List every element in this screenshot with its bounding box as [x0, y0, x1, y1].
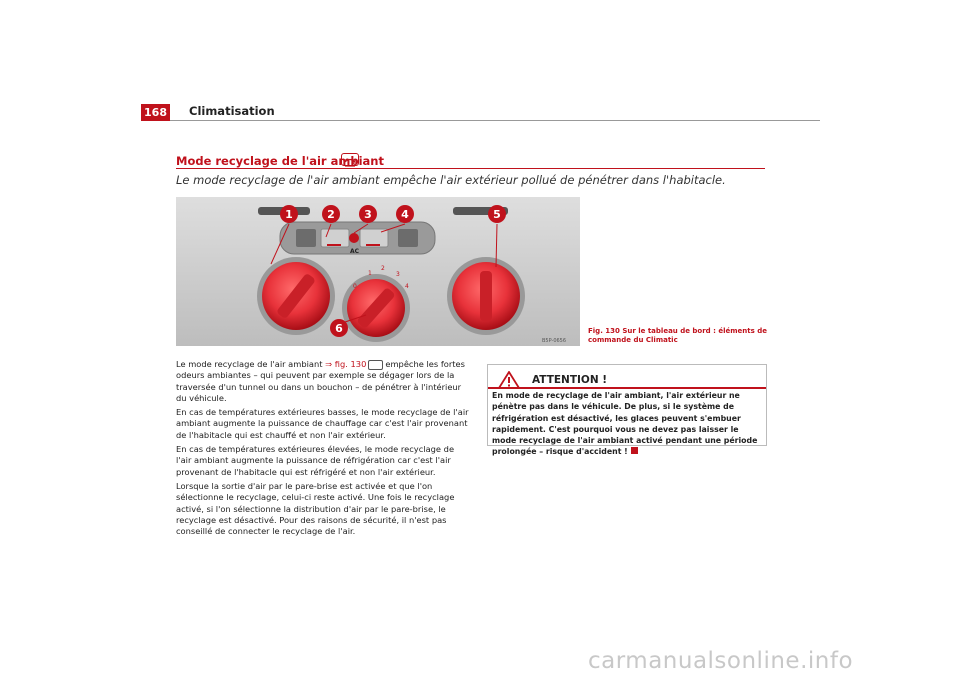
warning-text: [492, 390, 762, 458]
ac-label: AC: [350, 248, 360, 255]
fan-mark-2: 2: [381, 265, 385, 272]
warning-title: ATTENTION !: [532, 374, 608, 386]
callout-3: 3: [364, 208, 372, 221]
recirculation-icon: [341, 153, 359, 166]
fan-mark-4: 4: [405, 283, 409, 290]
paragraph-1: [176, 359, 470, 404]
body-text: [176, 359, 470, 540]
warning-body: En mode de recyclage de l'air ambiant, l'air extérieur ne pénètre pas dans le véhicule. De plus, si le système de réfrigération est désactivé, les glaces peuvent s'embuer rapidement. C'est pourquoi vous ne devez pas laisser le mode recyclage de l'air ambiant activé pendant une période prolongée – risque d'accident !: [492, 391, 758, 457]
fan-mark-1: 1: [368, 270, 372, 277]
p1-rest: empêche les fortes odeurs ambiantes – qui peuvent par exemple se dégager lors de la traversée d'un tunnel ou dans un bouchon – de pénétrer à l'intérieur du véhicule.: [176, 359, 465, 403]
section-divider: [176, 168, 765, 169]
figure-caption: Fig. 130 Sur le tableau de bord : éléments de commande du Climatic: [588, 327, 767, 344]
callout-6: 6: [335, 322, 343, 335]
figure-link[interactable]: ⇒ fig. 130: [325, 359, 367, 369]
section-intro: Le mode recyclage de l'air ambiant empêche l'air extérieur pollué de pénétrer dans l'habitacle.: [176, 173, 726, 187]
callout-4: 4: [401, 208, 409, 221]
paragraph-2: En cas de températures extérieures basses, le mode recyclage de l'air ambiant augmente la puissance de chauffage car c'est l'air provenant de l'habitacle qui est chauffé et non l'air extérieur.: [176, 407, 469, 440]
fan-mark-3: 3: [396, 271, 400, 278]
callout-1: 1: [285, 208, 293, 221]
p1-intro: Le mode recyclage de l'air ambiant: [176, 359, 323, 369]
header-divider: [170, 120, 820, 121]
end-of-section-mark: [631, 447, 638, 454]
figure-code: B5P-0656: [542, 338, 567, 344]
callout-5: 5: [493, 208, 501, 221]
section-title: Mode recyclage de l'air ambiant: [176, 154, 384, 168]
watermark: carmanualsonline.info: [588, 648, 854, 674]
callout-2: 2: [327, 208, 335, 221]
paragraph-3: En cas de températures extérieures élevées, le mode recyclage de l'air ambiant augmente la puissance de réfrigération car c'est l'air provenant de l'habitacle qui est réfrigéré et non l'air extérieur.: [176, 444, 455, 477]
recirculation-icon: [368, 360, 383, 370]
warning-band: [488, 387, 766, 389]
fan-mark-0: 0: [353, 283, 357, 290]
climatic-controls-figure: [176, 197, 580, 346]
warning-box: [487, 364, 767, 457]
chapter-title: Climatisation: [189, 104, 275, 118]
page-number: 168: [141, 104, 170, 121]
paragraph-4: Lorsque la sortie d'air par le pare-brise est activée et que l'on sélectionne le recyclage, celui-ci reste activé. Une fois le recyclage activé, si l'on sélectionne la distribution d'air par le pare-brise, le recyclage est désactivé. Pour des raisons de sécurité, il n'est pas conseillé de connecter le recyclage de l'air.: [176, 480, 455, 537]
